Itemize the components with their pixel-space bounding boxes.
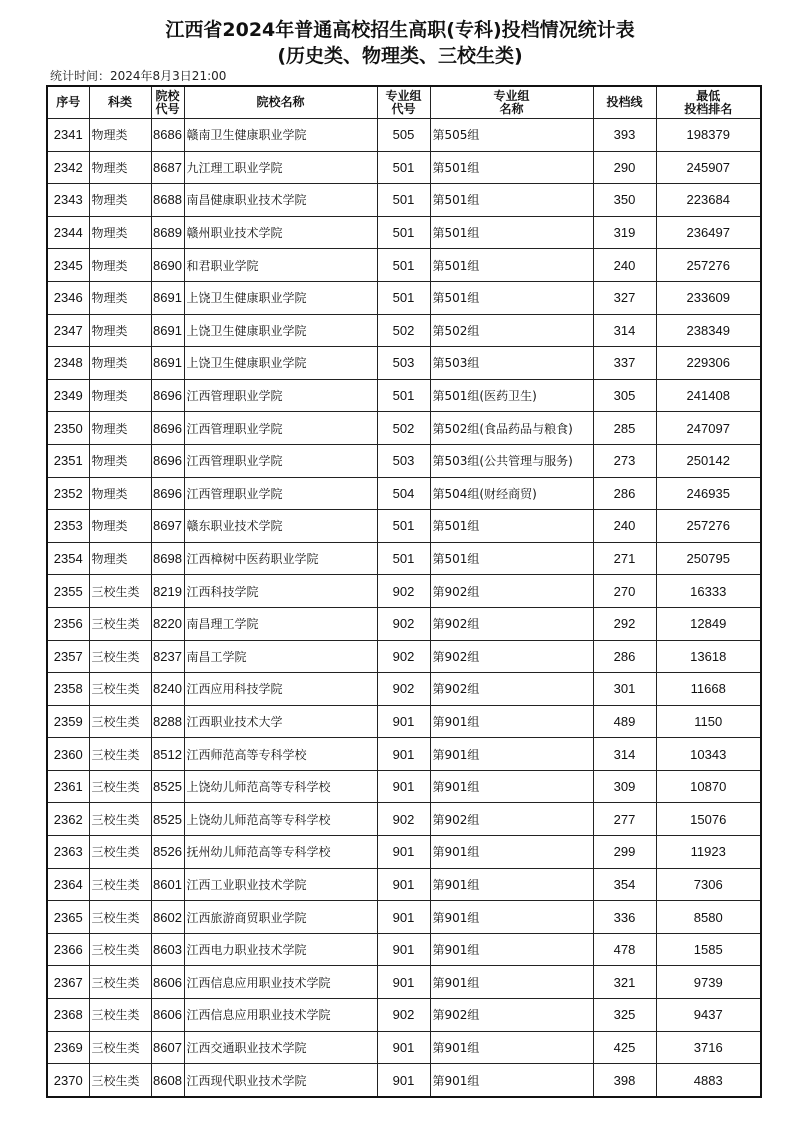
cell-school-name: 抚州幼儿师范高等专科学校 bbox=[184, 836, 377, 869]
header-category: 科类 bbox=[89, 86, 151, 119]
cell-category: 物理类 bbox=[89, 281, 151, 314]
cell-school-name: 江西管理职业学院 bbox=[184, 379, 377, 412]
cell-category: 三校生类 bbox=[89, 673, 151, 706]
header-rank bbox=[656, 86, 761, 119]
header-school-code bbox=[151, 86, 184, 119]
cell-rank: 10870 bbox=[656, 770, 761, 803]
cell-seq: 2358 bbox=[47, 673, 89, 706]
table-row bbox=[47, 510, 761, 543]
cell-group-name: 第901组 bbox=[430, 836, 593, 869]
table-row bbox=[47, 673, 761, 706]
cell-group-name: 第901组 bbox=[430, 966, 593, 999]
cell-school-code: 8691 bbox=[151, 347, 184, 380]
cell-seq: 2353 bbox=[47, 510, 89, 543]
cell-score: 325 bbox=[593, 999, 656, 1032]
cell-category: 物理类 bbox=[89, 347, 151, 380]
cell-score: 489 bbox=[593, 705, 656, 738]
cell-rank: 238349 bbox=[656, 314, 761, 347]
cell-rank: 233609 bbox=[656, 281, 761, 314]
cell-rank: 12849 bbox=[656, 607, 761, 640]
cell-seq: 2344 bbox=[47, 216, 89, 249]
cell-category: 物理类 bbox=[89, 151, 151, 184]
cell-category: 物理类 bbox=[89, 379, 151, 412]
table-row bbox=[47, 444, 761, 477]
table-row bbox=[47, 868, 761, 901]
cell-category: 三校生类 bbox=[89, 1064, 151, 1097]
cell-category: 物理类 bbox=[89, 314, 151, 347]
cell-school-code: 8601 bbox=[151, 868, 184, 901]
cell-group-name: 第901组 bbox=[430, 1031, 593, 1064]
cell-group-name: 第502组 bbox=[430, 314, 593, 347]
cell-seq: 2352 bbox=[47, 477, 89, 510]
cell-seq: 2343 bbox=[47, 184, 89, 217]
cell-seq: 2366 bbox=[47, 933, 89, 966]
cell-school-code: 8686 bbox=[151, 119, 184, 152]
cell-category: 三校生类 bbox=[89, 738, 151, 771]
cell-school-name: 上饶卫生健康职业学院 bbox=[184, 281, 377, 314]
cell-category: 三校生类 bbox=[89, 575, 151, 608]
cell-group-name: 第902组 bbox=[430, 607, 593, 640]
cell-school-name: 南昌工学院 bbox=[184, 640, 377, 673]
cell-group-name: 第901组 bbox=[430, 770, 593, 803]
cell-group-name: 第501组 bbox=[430, 249, 593, 282]
cell-seq: 2362 bbox=[47, 803, 89, 836]
cell-category: 物理类 bbox=[89, 119, 151, 152]
cell-score: 336 bbox=[593, 901, 656, 934]
cell-category: 物理类 bbox=[89, 542, 151, 575]
cell-score: 314 bbox=[593, 314, 656, 347]
cell-rank: 16333 bbox=[656, 575, 761, 608]
cell-seq: 2369 bbox=[47, 1031, 89, 1064]
cell-seq: 2345 bbox=[47, 249, 89, 282]
cell-group-name: 第901组 bbox=[430, 705, 593, 738]
table-header-row bbox=[47, 86, 761, 119]
header-group-name-line2: 名称 bbox=[499, 101, 524, 116]
cell-seq: 2364 bbox=[47, 868, 89, 901]
cell-seq: 2361 bbox=[47, 770, 89, 803]
cell-group-code: 902 bbox=[377, 575, 430, 608]
cell-group-code: 501 bbox=[377, 379, 430, 412]
cell-category: 三校生类 bbox=[89, 640, 151, 673]
cell-group-name: 第901组 bbox=[430, 933, 593, 966]
cell-seq: 2348 bbox=[47, 347, 89, 380]
cell-group-name: 第902组 bbox=[430, 673, 593, 706]
cell-school-name: 江西应用科技学院 bbox=[184, 673, 377, 706]
cell-school-code: 8690 bbox=[151, 249, 184, 282]
cell-score: 292 bbox=[593, 607, 656, 640]
cell-score: 354 bbox=[593, 868, 656, 901]
cell-score: 240 bbox=[593, 510, 656, 543]
cell-school-name: 江西交通职业技术学院 bbox=[184, 1031, 377, 1064]
cell-school-name: 上饶卫生健康职业学院 bbox=[184, 347, 377, 380]
cell-group-name: 第901组 bbox=[430, 868, 593, 901]
cell-rank: 9437 bbox=[656, 999, 761, 1032]
cell-group-code: 504 bbox=[377, 477, 430, 510]
cell-school-code: 8525 bbox=[151, 803, 184, 836]
cell-category: 物理类 bbox=[89, 249, 151, 282]
cell-category: 三校生类 bbox=[89, 836, 151, 869]
table-row bbox=[47, 119, 761, 152]
cell-rank: 229306 bbox=[656, 347, 761, 380]
cell-group-code: 901 bbox=[377, 868, 430, 901]
table-row bbox=[47, 542, 761, 575]
cell-seq: 2365 bbox=[47, 901, 89, 934]
cell-school-name: 赣南卫生健康职业学院 bbox=[184, 119, 377, 152]
cell-school-name: 江西科技学院 bbox=[184, 575, 377, 608]
header-school-code-line1: 院校 bbox=[155, 88, 180, 103]
cell-school-code: 8288 bbox=[151, 705, 184, 738]
cell-group-name: 第501组 bbox=[430, 184, 593, 217]
table-row bbox=[47, 640, 761, 673]
cell-school-code: 8526 bbox=[151, 836, 184, 869]
cell-school-code: 8697 bbox=[151, 510, 184, 543]
cell-rank: 7306 bbox=[656, 868, 761, 901]
table-row bbox=[47, 803, 761, 836]
cell-group-code: 902 bbox=[377, 999, 430, 1032]
document-subtitle: (历史类、物理类、三校生类) bbox=[277, 45, 523, 67]
cell-score: 398 bbox=[593, 1064, 656, 1097]
cell-group-code: 901 bbox=[377, 933, 430, 966]
cell-category: 物理类 bbox=[89, 412, 151, 445]
table-row bbox=[47, 607, 761, 640]
cell-group-code: 503 bbox=[377, 444, 430, 477]
cell-category: 三校生类 bbox=[89, 1031, 151, 1064]
cell-school-code: 8603 bbox=[151, 933, 184, 966]
cell-school-code: 8691 bbox=[151, 281, 184, 314]
cell-school-code: 8696 bbox=[151, 444, 184, 477]
cell-score: 271 bbox=[593, 542, 656, 575]
table-row bbox=[47, 966, 761, 999]
cell-seq: 2359 bbox=[47, 705, 89, 738]
cell-seq: 2360 bbox=[47, 738, 89, 771]
cell-score: 299 bbox=[593, 836, 656, 869]
cell-seq: 2350 bbox=[47, 412, 89, 445]
cell-group-name: 第501组(医药卫生) bbox=[430, 379, 593, 412]
cell-group-code: 901 bbox=[377, 705, 430, 738]
header-group-code bbox=[377, 86, 430, 119]
cell-rank: 245907 bbox=[656, 151, 761, 184]
cell-school-name: 赣州职业技术学院 bbox=[184, 216, 377, 249]
cell-group-name: 第902组 bbox=[430, 640, 593, 673]
cell-rank: 3716 bbox=[656, 1031, 761, 1064]
cell-group-name: 第501组 bbox=[430, 281, 593, 314]
cell-score: 290 bbox=[593, 151, 656, 184]
cell-school-name: 江西工业职业技术学院 bbox=[184, 868, 377, 901]
cell-school-code: 8606 bbox=[151, 966, 184, 999]
cell-score: 478 bbox=[593, 933, 656, 966]
cell-school-name: 江西电力职业技术学院 bbox=[184, 933, 377, 966]
header-group-name bbox=[430, 86, 593, 119]
cell-seq: 2356 bbox=[47, 607, 89, 640]
cell-group-code: 902 bbox=[377, 673, 430, 706]
header-group-code-line1: 专业组 bbox=[385, 88, 422, 103]
cell-group-name: 第902组 bbox=[430, 999, 593, 1032]
cell-group-code: 901 bbox=[377, 770, 430, 803]
cell-category: 三校生类 bbox=[89, 868, 151, 901]
cell-school-name: 南昌健康职业技术学院 bbox=[184, 184, 377, 217]
cell-school-code: 8219 bbox=[151, 575, 184, 608]
cell-score: 273 bbox=[593, 444, 656, 477]
cell-school-name: 上饶幼儿师范高等专科学校 bbox=[184, 770, 377, 803]
cell-school-code: 8220 bbox=[151, 607, 184, 640]
cell-category: 物理类 bbox=[89, 510, 151, 543]
table-row bbox=[47, 1064, 761, 1097]
table-row bbox=[47, 477, 761, 510]
table-row bbox=[47, 412, 761, 445]
cell-group-name: 第504组(财经商贸) bbox=[430, 477, 593, 510]
cell-school-name: 江西樟树中医药职业学院 bbox=[184, 542, 377, 575]
table-row bbox=[47, 1031, 761, 1064]
cell-group-code: 501 bbox=[377, 281, 430, 314]
table-row bbox=[47, 249, 761, 282]
cell-score: 425 bbox=[593, 1031, 656, 1064]
header-seq: 序号 bbox=[47, 86, 89, 119]
header-rank-line2: 投档排名 bbox=[684, 101, 733, 116]
cell-school-code: 8696 bbox=[151, 412, 184, 445]
cell-score: 305 bbox=[593, 379, 656, 412]
cell-school-code: 8698 bbox=[151, 542, 184, 575]
cell-category: 三校生类 bbox=[89, 966, 151, 999]
statistics-time: 统计时间：2024年8月3日21:00 bbox=[50, 69, 227, 83]
cell-group-code: 901 bbox=[377, 836, 430, 869]
cell-school-name: 江西信息应用职业技术学院 bbox=[184, 966, 377, 999]
cell-school-code: 8602 bbox=[151, 901, 184, 934]
table-row bbox=[47, 705, 761, 738]
cell-score: 285 bbox=[593, 412, 656, 445]
cell-seq: 2367 bbox=[47, 966, 89, 999]
cell-rank: 11668 bbox=[656, 673, 761, 706]
table-row bbox=[47, 314, 761, 347]
cell-group-code: 902 bbox=[377, 640, 430, 673]
table-row bbox=[47, 770, 761, 803]
cell-school-code: 8688 bbox=[151, 184, 184, 217]
cell-score: 319 bbox=[593, 216, 656, 249]
cell-rank: 250142 bbox=[656, 444, 761, 477]
cell-seq: 2370 bbox=[47, 1064, 89, 1097]
table-body bbox=[47, 119, 761, 1097]
cell-score: 277 bbox=[593, 803, 656, 836]
cell-seq: 2349 bbox=[47, 379, 89, 412]
cell-rank: 257276 bbox=[656, 510, 761, 543]
cell-seq: 2368 bbox=[47, 999, 89, 1032]
admission-table bbox=[46, 85, 762, 1098]
header-school-name: 院校名称 bbox=[184, 86, 377, 119]
cell-rank: 8580 bbox=[656, 901, 761, 934]
cell-group-code: 505 bbox=[377, 119, 430, 152]
cell-school-code: 8696 bbox=[151, 379, 184, 412]
cell-school-name: 和君职业学院 bbox=[184, 249, 377, 282]
cell-rank: 11923 bbox=[656, 836, 761, 869]
cell-group-code: 901 bbox=[377, 1064, 430, 1097]
cell-group-name: 第501组 bbox=[430, 151, 593, 184]
cell-group-code: 502 bbox=[377, 412, 430, 445]
cell-score: 321 bbox=[593, 966, 656, 999]
cell-school-name: 九江理工职业学院 bbox=[184, 151, 377, 184]
cell-score: 314 bbox=[593, 738, 656, 771]
cell-rank: 1150 bbox=[656, 705, 761, 738]
cell-rank: 15076 bbox=[656, 803, 761, 836]
cell-score: 301 bbox=[593, 673, 656, 706]
cell-rank: 13618 bbox=[656, 640, 761, 673]
cell-score: 286 bbox=[593, 640, 656, 673]
cell-school-name: 江西旅游商贸职业学院 bbox=[184, 901, 377, 934]
cell-category: 三校生类 bbox=[89, 770, 151, 803]
cell-category: 物理类 bbox=[89, 216, 151, 249]
table-row bbox=[47, 901, 761, 934]
cell-group-name: 第901组 bbox=[430, 1064, 593, 1097]
cell-score: 286 bbox=[593, 477, 656, 510]
table-row bbox=[47, 184, 761, 217]
header-group-code-line2: 代号 bbox=[391, 101, 416, 116]
cell-school-name: 江西职业技术大学 bbox=[184, 705, 377, 738]
cell-school-code: 8691 bbox=[151, 314, 184, 347]
cell-school-name: 上饶卫生健康职业学院 bbox=[184, 314, 377, 347]
cell-school-name: 赣东职业技术学院 bbox=[184, 510, 377, 543]
cell-category: 物理类 bbox=[89, 477, 151, 510]
cell-rank: 247097 bbox=[656, 412, 761, 445]
cell-group-name: 第901组 bbox=[430, 901, 593, 934]
table-row bbox=[47, 738, 761, 771]
cell-score: 337 bbox=[593, 347, 656, 380]
cell-group-code: 503 bbox=[377, 347, 430, 380]
cell-group-name: 第502组(食品药品与粮食) bbox=[430, 412, 593, 445]
cell-school-code: 8607 bbox=[151, 1031, 184, 1064]
cell-school-name: 南昌理工学院 bbox=[184, 607, 377, 640]
cell-rank: 1585 bbox=[656, 933, 761, 966]
cell-seq: 2341 bbox=[47, 119, 89, 152]
cell-category: 三校生类 bbox=[89, 999, 151, 1032]
cell-school-name: 江西现代职业技术学院 bbox=[184, 1064, 377, 1097]
cell-group-name: 第902组 bbox=[430, 575, 593, 608]
cell-group-name: 第501组 bbox=[430, 542, 593, 575]
cell-school-code: 8237 bbox=[151, 640, 184, 673]
cell-group-code: 501 bbox=[377, 542, 430, 575]
cell-rank: 223684 bbox=[656, 184, 761, 217]
table-row bbox=[47, 836, 761, 869]
cell-category: 三校生类 bbox=[89, 901, 151, 934]
cell-group-name: 第505组 bbox=[430, 119, 593, 152]
header-score: 投档线 bbox=[593, 86, 656, 119]
cell-score: 240 bbox=[593, 249, 656, 282]
cell-rank: 241408 bbox=[656, 379, 761, 412]
cell-seq: 2351 bbox=[47, 444, 89, 477]
cell-seq: 2355 bbox=[47, 575, 89, 608]
cell-group-name: 第501组 bbox=[430, 216, 593, 249]
cell-group-code: 901 bbox=[377, 966, 430, 999]
table-row bbox=[47, 999, 761, 1032]
cell-score: 350 bbox=[593, 184, 656, 217]
cell-category: 三校生类 bbox=[89, 803, 151, 836]
table-row bbox=[47, 281, 761, 314]
table-row bbox=[47, 575, 761, 608]
cell-school-code: 8687 bbox=[151, 151, 184, 184]
cell-group-name: 第503组 bbox=[430, 347, 593, 380]
cell-group-code: 901 bbox=[377, 738, 430, 771]
cell-school-name: 江西信息应用职业技术学院 bbox=[184, 999, 377, 1032]
cell-group-code: 901 bbox=[377, 1031, 430, 1064]
cell-group-code: 501 bbox=[377, 216, 430, 249]
cell-category: 三校生类 bbox=[89, 607, 151, 640]
cell-school-name: 上饶幼儿师范高等专科学校 bbox=[184, 803, 377, 836]
cell-group-name: 第501组 bbox=[430, 510, 593, 543]
cell-school-code: 8606 bbox=[151, 999, 184, 1032]
header-group-name-line1: 专业组 bbox=[493, 88, 530, 103]
cell-group-code: 901 bbox=[377, 901, 430, 934]
table-row bbox=[47, 933, 761, 966]
table-row bbox=[47, 151, 761, 184]
cell-category: 物理类 bbox=[89, 184, 151, 217]
cell-school-code: 8525 bbox=[151, 770, 184, 803]
cell-school-code: 8512 bbox=[151, 738, 184, 771]
cell-seq: 2346 bbox=[47, 281, 89, 314]
cell-group-code: 501 bbox=[377, 151, 430, 184]
cell-school-name: 江西师范高等专科学校 bbox=[184, 738, 377, 771]
header-school-code-line2: 代号 bbox=[155, 101, 180, 116]
cell-school-code: 8696 bbox=[151, 477, 184, 510]
cell-school-name: 江西管理职业学院 bbox=[184, 412, 377, 445]
cell-seq: 2363 bbox=[47, 836, 89, 869]
cell-school-code: 8240 bbox=[151, 673, 184, 706]
cell-seq: 2357 bbox=[47, 640, 89, 673]
table-row bbox=[47, 379, 761, 412]
cell-rank: 246935 bbox=[656, 477, 761, 510]
cell-rank: 10343 bbox=[656, 738, 761, 771]
cell-group-code: 501 bbox=[377, 184, 430, 217]
cell-school-name: 江西管理职业学院 bbox=[184, 444, 377, 477]
cell-school-code: 8689 bbox=[151, 216, 184, 249]
cell-category: 物理类 bbox=[89, 444, 151, 477]
table-row bbox=[47, 216, 761, 249]
cell-category: 三校生类 bbox=[89, 933, 151, 966]
cell-school-code: 8608 bbox=[151, 1064, 184, 1097]
cell-group-code: 501 bbox=[377, 249, 430, 282]
cell-rank: 250795 bbox=[656, 542, 761, 575]
cell-rank: 198379 bbox=[656, 119, 761, 152]
cell-score: 393 bbox=[593, 119, 656, 152]
cell-group-name: 第901组 bbox=[430, 738, 593, 771]
cell-group-code: 502 bbox=[377, 314, 430, 347]
cell-score: 270 bbox=[593, 575, 656, 608]
cell-category: 三校生类 bbox=[89, 705, 151, 738]
cell-school-name: 江西管理职业学院 bbox=[184, 477, 377, 510]
cell-group-name: 第902组 bbox=[430, 803, 593, 836]
cell-seq: 2347 bbox=[47, 314, 89, 347]
cell-score: 309 bbox=[593, 770, 656, 803]
cell-seq: 2354 bbox=[47, 542, 89, 575]
table-row bbox=[47, 347, 761, 380]
header-rank-line1: 最低 bbox=[696, 88, 721, 103]
cell-rank: 4883 bbox=[656, 1064, 761, 1097]
cell-group-code: 501 bbox=[377, 510, 430, 543]
cell-group-name: 第503组(公共管理与服务) bbox=[430, 444, 593, 477]
cell-group-code: 902 bbox=[377, 803, 430, 836]
document-title: 江西省2024年普通高校招生高职(专科)投档情况统计表 bbox=[165, 19, 635, 41]
cell-rank: 257276 bbox=[656, 249, 761, 282]
cell-score: 327 bbox=[593, 281, 656, 314]
cell-seq: 2342 bbox=[47, 151, 89, 184]
cell-rank: 236497 bbox=[656, 216, 761, 249]
cell-group-code: 902 bbox=[377, 607, 430, 640]
cell-rank: 9739 bbox=[656, 966, 761, 999]
